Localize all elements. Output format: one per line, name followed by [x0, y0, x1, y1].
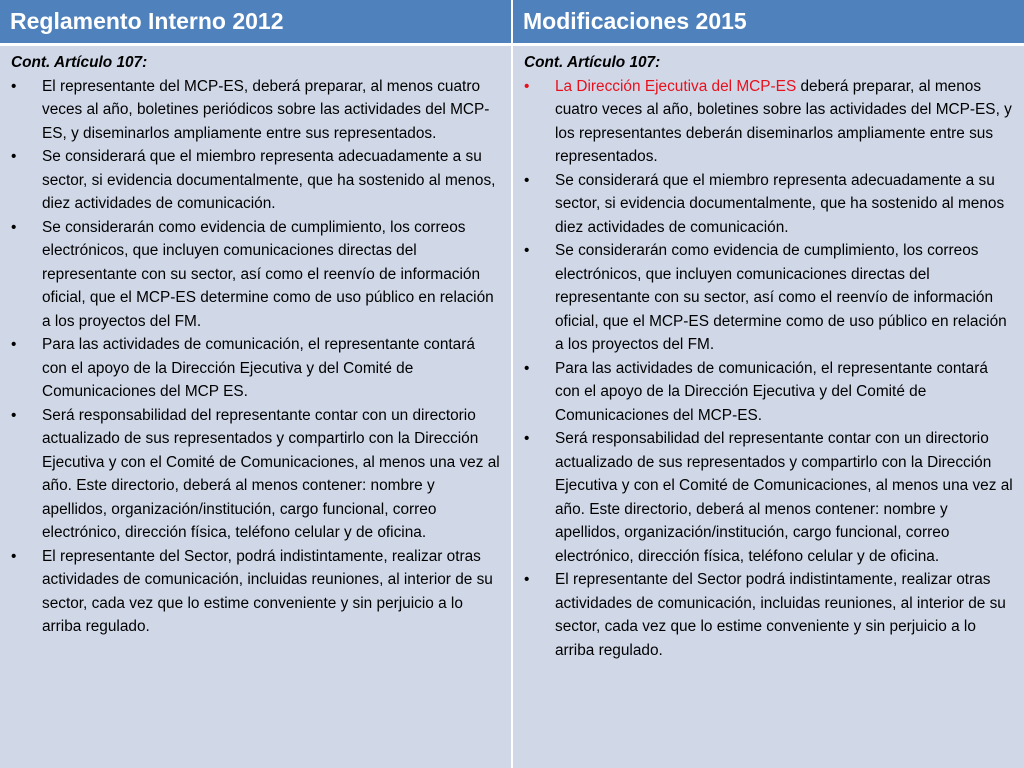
bullet-icon: •: [524, 77, 530, 95]
bullet-icon: •: [11, 148, 17, 165]
list-item-text: El representante del Sector podrá indistintamente, realizar otras actividades de comunicación, incluidas reuniones, al interior de su sector, cada vez que lo estime conveniente y sin perjuicio a lo arriba regulado.: [555, 571, 1006, 659]
list-item-text: deberá preparar, al menos cuatro veces al año, boletines sobre las actividades del MCP-ES, y los representantes deberán diseminarlos ampliamente entre sus representados.: [555, 77, 1012, 165]
list-item-text: Para las actividades de comunicación, el representante contará con el apoyo de la Dirección Ejecutiva y del Comité de Comunicaciones del MCP ES.: [42, 336, 475, 400]
bullet-icon: •: [524, 171, 530, 189]
list-item: [11, 404, 501, 545]
bullet-icon: •: [524, 430, 530, 447]
list-item: [11, 145, 501, 216]
bullet-icon: •: [11, 218, 17, 236]
list-item: [524, 568, 1014, 662]
list-item: [524, 239, 1014, 357]
list-item: [524, 169, 1014, 240]
list-item: [11, 333, 501, 404]
list-item-text: El representante del MCP-ES, deberá preparar, al menos cuatro veces al año, boletines periódicos sobre las actividades del MCP-ES, y diseminarlos ampliamente entre sus representados.: [42, 77, 490, 142]
column-reglamento-2012: [0, 46, 511, 768]
bullet-list: [524, 75, 1014, 663]
bullet-icon: •: [11, 406, 17, 424]
list-item: [524, 357, 1014, 428]
bullet-icon: •: [11, 336, 17, 353]
highlighted-text: La Dirección Ejecutiva del MCP-ES: [555, 77, 797, 95]
bullet-icon: •: [11, 547, 17, 565]
header-reglamento-2012: Reglamento Interno 2012: [0, 0, 511, 43]
list-item: [524, 427, 1014, 568]
bullet-icon: •: [11, 77, 17, 95]
header-modificaciones-2015: Modificaciones 2015: [513, 0, 1024, 43]
cont-articulo-label: Cont. Artículo 107:: [11, 54, 148, 71]
list-item-text: Se considerarán como evidencia de cumplimiento, los correos electrónicos, que incluyen comunicaciones directas del representante con su sector, así como el reenvío de información oficial, que el MCP-ES determine como de uso público en relación a los proyectos del FM.: [42, 218, 494, 330]
column-modificaciones-2015: [513, 46, 1024, 768]
list-item-text: Para las actividades de comunicación, el representante contará con el apoyo de la Dirección Ejecutiva y del Comité de Comunicaciones del MCP-ES.: [555, 359, 988, 424]
list-item: [11, 75, 501, 146]
bullet-icon: •: [524, 242, 530, 259]
list-item-text: Se considerará que el miembro representa adecuadamente a su sector, si evidencia documentalmente, que ha sostenido al menos diez actividades de comunicación.: [555, 171, 1005, 236]
list-item-text: El representante del Sector, podrá indistintamente, realizar otras actividades de comunicación, incluidas reuniones, al interior de su sector, cada vez que lo estime conveniente y sin perjuicio a lo arriba regulado.: [42, 547, 493, 635]
bullet-icon: •: [524, 359, 530, 377]
list-item: [524, 75, 1014, 169]
list-item-text: Se considerará que el miembro representa adecuadamente a su sector, si evidencia documentalmente, que ha sostenido al menos, diez actividades de comunicación.: [42, 148, 496, 212]
list-item: [11, 545, 501, 639]
list-item-text: Se considerarán como evidencia de cumplimiento, los correos electrónicos, que incluyen comunicaciones directas del representante con su sector, así como el reenvío de información oficial, que el MCP-ES determine como de uso público en relación a los proyectos del FM.: [555, 242, 1007, 353]
list-item-text: Será responsabilidad del representante contar con un directorio actualizado de sus representados y compartirlo con la Dirección Ejecutiva y con el Comité de Comunicaciones, al menos una vez al año. Este directorio, deberá al menos contener: nombre y apellidos, organización/institución, cargo funcional, correo electrónico, dirección física, teléfono celular y de oficina.: [42, 406, 500, 541]
list-item: [11, 216, 501, 334]
bullet-icon: •: [524, 571, 530, 588]
cont-articulo-label: Cont. Artículo 107:: [524, 54, 661, 71]
list-item-text: Será responsabilidad del representante contar con un directorio actualizado de sus representados y compartirlo con la Dirección Ejecutiva y con el Comité de Comunicaciones, al menos una vez al año. Este directorio, deberá al menos contener: nombre y apellidos, organización/institución, cargo funcional, correo electrónico, dirección física, teléfono celular y de oficina.: [555, 430, 1013, 565]
bullet-list: [11, 75, 501, 639]
